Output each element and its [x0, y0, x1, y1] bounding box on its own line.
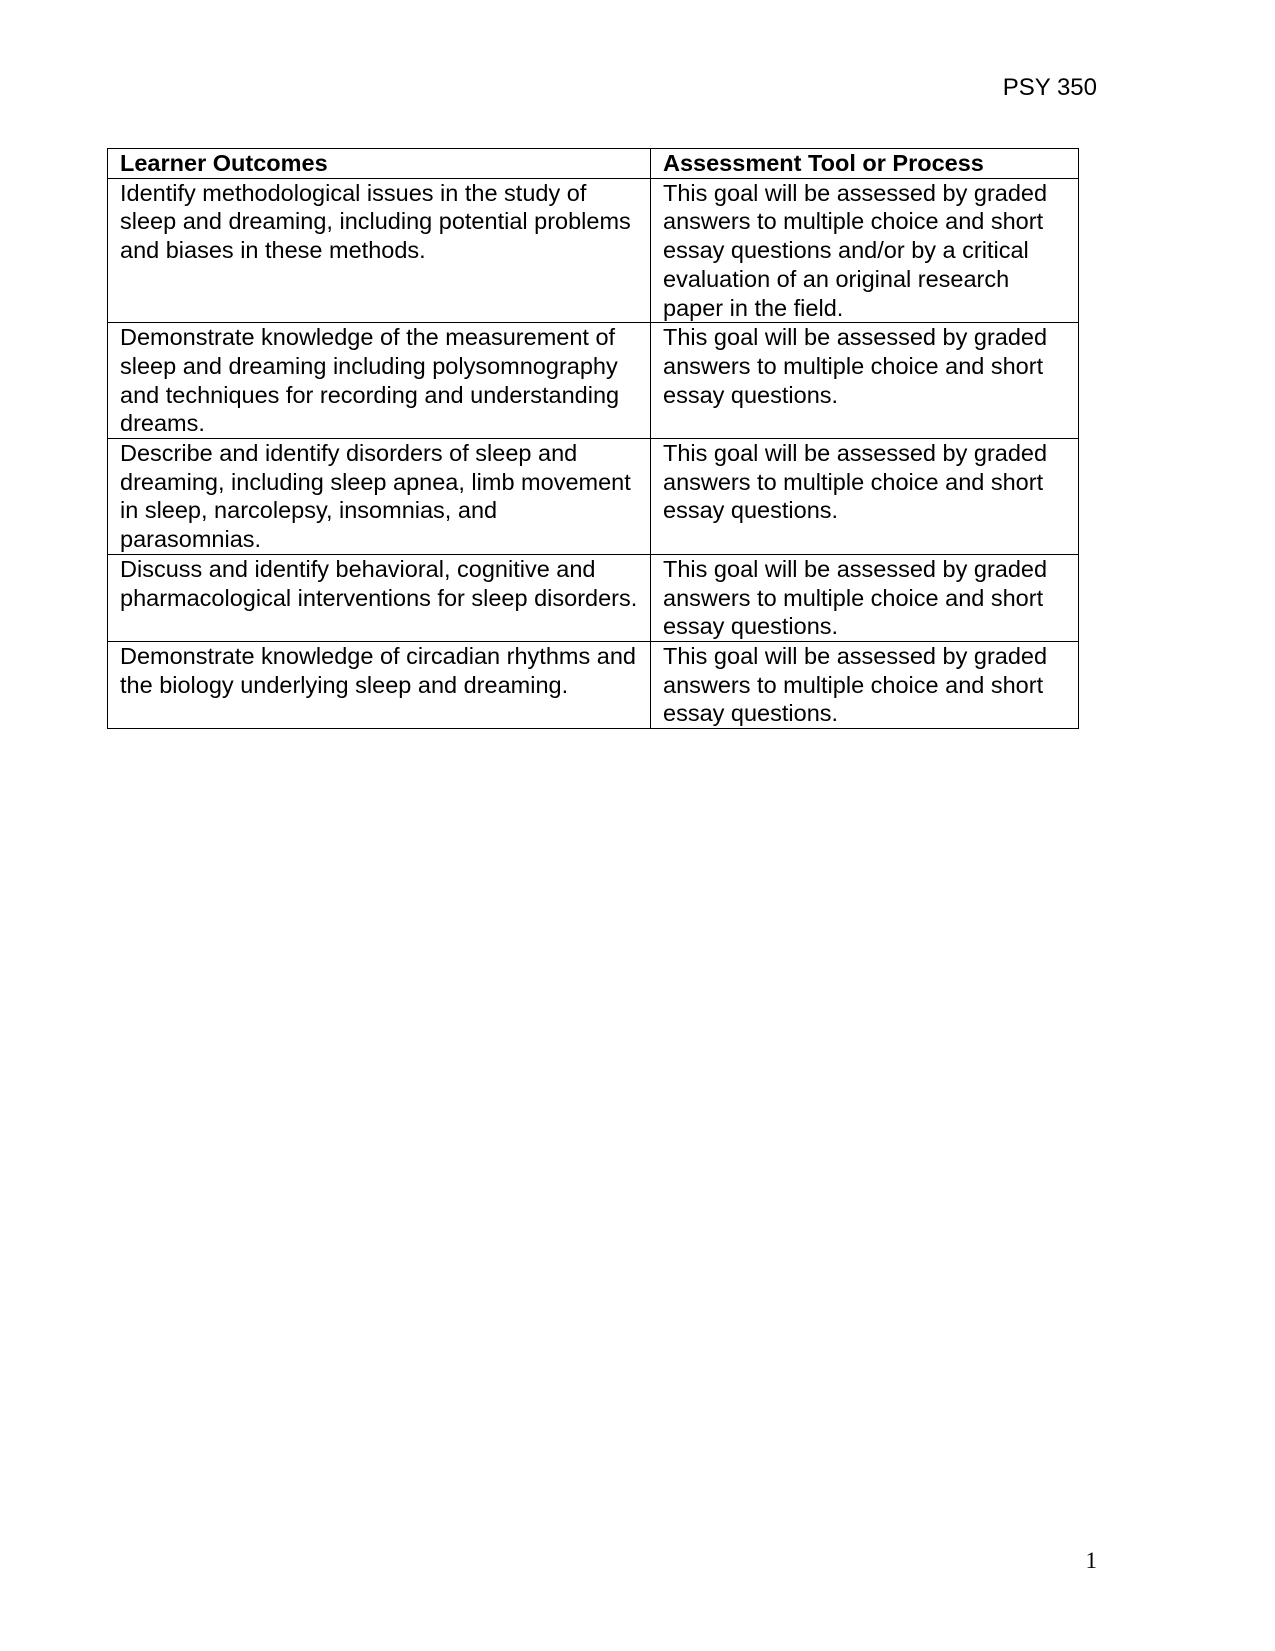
- learner-outcomes-header: Learner Outcomes: [108, 149, 651, 179]
- page-number: 1: [1085, 1548, 1097, 1573]
- assessment-cell: This goal will be assessed by graded answers to multiple choice and short essay questions.: [651, 641, 1079, 728]
- outcome-cell: Demonstrate knowledge of circadian rhythms and the biology underlying sleep and dreaming.: [108, 641, 651, 728]
- table-row: [108, 323, 1079, 439]
- table-row: [108, 439, 1079, 555]
- outcome-cell: Demonstrate knowledge of the measurement of sleep and dreaming including polysomnography and techniques for recording and understanding dreams.: [108, 323, 651, 439]
- learner-outcomes-table: [107, 148, 1079, 729]
- assessment-tool-header: Assessment Tool or Process: [651, 149, 1079, 179]
- outcome-cell: Discuss and identify behavioral, cognitive and pharmacological interventions for sleep disorders.: [108, 554, 651, 641]
- assessment-cell: This goal will be assessed by graded answers to multiple choice and short essay questions and/or by a critical evaluation of an original research paper in the field.: [651, 178, 1079, 323]
- table-row: [108, 641, 1079, 728]
- table-row: [108, 178, 1079, 323]
- table-header-row: [108, 149, 1079, 179]
- assessment-cell: This goal will be assessed by graded answers to multiple choice and short essay questions.: [651, 554, 1079, 641]
- assessment-cell: This goal will be assessed by graded answers to multiple choice and short essay questions.: [651, 439, 1079, 555]
- table-row: [108, 554, 1079, 641]
- course-code-header: PSY 350: [1002, 74, 1097, 101]
- assessment-cell: This goal will be assessed by graded answers to multiple choice and short essay questions.: [651, 323, 1079, 439]
- outcome-cell: Describe and identify disorders of sleep and dreaming, including sleep apnea, limb movement in sleep, narcolepsy, insomnias, and parasomnias.: [108, 439, 651, 555]
- outcome-cell: Identify methodological issues in the study of sleep and dreaming, including potential problems and biases in these methods.: [108, 178, 651, 323]
